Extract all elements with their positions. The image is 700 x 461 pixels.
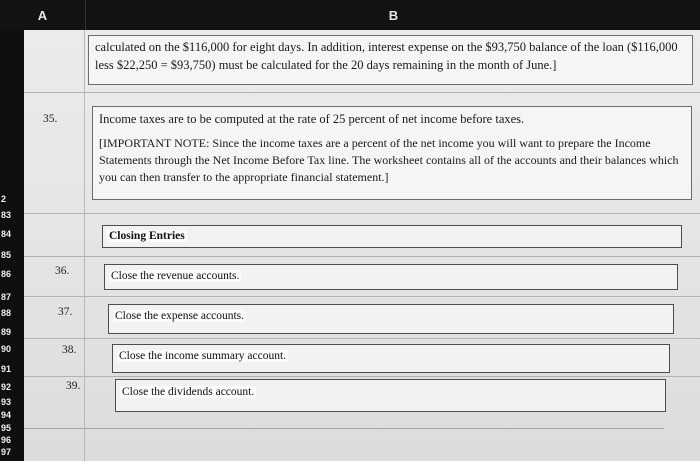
column-b-label: B xyxy=(388,7,399,23)
item-number: 35. xyxy=(43,113,58,125)
row-number[interactable]: 96 xyxy=(1,435,12,445)
instruction-text-block[interactable] xyxy=(88,35,693,85)
row-number[interactable]: 94 xyxy=(1,410,12,420)
entry-number: 36. xyxy=(55,265,70,277)
row-number[interactable]: 88 xyxy=(1,308,12,318)
entry-label: Close the expense accounts. xyxy=(115,310,245,322)
entry-number: 37. xyxy=(58,306,73,318)
entry-cell-revenue[interactable] xyxy=(104,264,678,290)
row-number[interactable]: 89 xyxy=(1,327,12,337)
income-tax-instruction[interactable] xyxy=(92,106,692,200)
entry-label: Close the revenue accounts. xyxy=(111,270,240,282)
entry-label: Close the income summary account. xyxy=(119,350,287,362)
row-number[interactable]: 95 xyxy=(1,423,12,433)
row-number[interactable]: 84 xyxy=(1,229,12,239)
important-note-text: [IMPORTANT NOTE: Since the income taxes are a percent of the net income you will want to prepare the Income Statements through the Net Income Before Tax line. The worksheet contains all of the accounts and their balances which you can then transfer to the appropriate financial statement.] xyxy=(99,136,679,184)
closing-entries-heading-cell[interactable] xyxy=(102,225,682,248)
entry-number: 38. xyxy=(62,344,77,356)
entry-cell-dividends[interactable] xyxy=(115,379,666,412)
entry-cell-income-summary[interactable] xyxy=(112,344,670,373)
column-divider xyxy=(84,30,85,461)
row-divider xyxy=(24,338,700,339)
row-divider xyxy=(24,376,700,377)
row-number[interactable]: 87 xyxy=(1,292,12,302)
row-number[interactable]: 86 xyxy=(1,269,12,279)
income-tax-text: Income taxes are to be computed at the rate of 25 percent of net income before taxes. xyxy=(99,112,525,126)
row-divider xyxy=(24,256,700,257)
instruction-text: calculated on the $116,000 for eight days. In addition, interest expense on the $93,750 balance of the loan ($116,000 less $22,250 = $93,750) must be calculated for the 20 days remaining in the month of June.] xyxy=(95,40,678,72)
row-number[interactable]: 85 xyxy=(1,250,12,260)
closing-entries-heading: Closing Entries xyxy=(109,230,185,242)
row-divider xyxy=(24,92,700,93)
row-number-gutter xyxy=(0,30,24,461)
row-number[interactable]: 2 xyxy=(1,194,7,204)
row-number[interactable]: 97 xyxy=(1,447,12,457)
row-number[interactable]: 90 xyxy=(1,344,12,354)
entry-label: Close the dividends account. xyxy=(122,386,255,398)
row-number[interactable]: 91 xyxy=(1,364,12,374)
row-number[interactable]: 92 xyxy=(1,382,12,392)
row-divider xyxy=(24,428,664,429)
row-number[interactable]: 93 xyxy=(1,397,12,407)
entry-number: 39. xyxy=(66,380,81,392)
row-divider xyxy=(24,296,700,297)
column-a-label: A xyxy=(37,7,48,23)
column-header-b[interactable] xyxy=(85,0,700,30)
row-divider xyxy=(24,213,700,214)
row-number[interactable]: 83 xyxy=(1,210,12,220)
column-header-a[interactable] xyxy=(0,0,85,30)
entry-cell-expense[interactable] xyxy=(108,304,674,334)
